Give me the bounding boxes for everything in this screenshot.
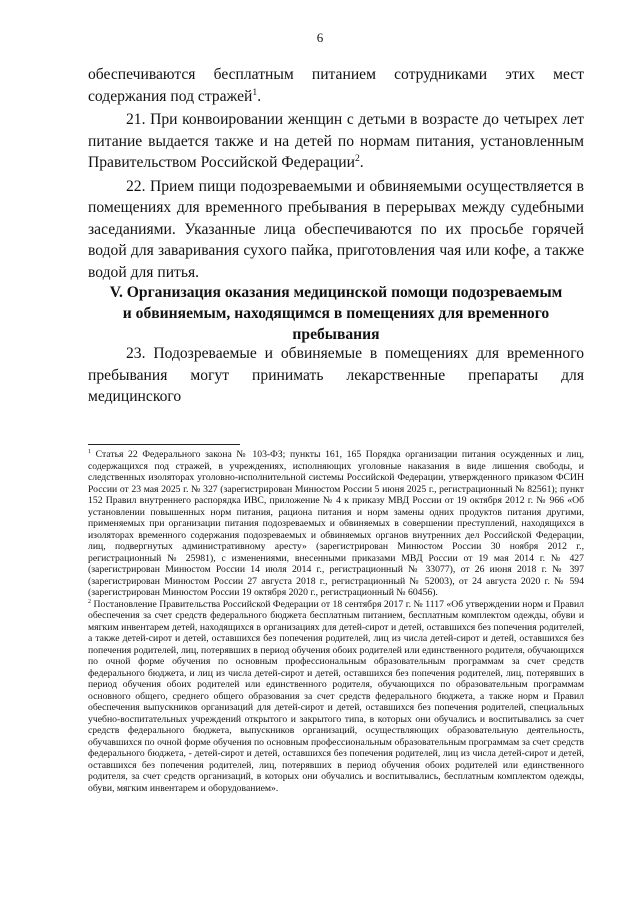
section-heading-line-1: V. Организация оказания медицинской помощи подозреваемым (109, 284, 563, 301)
footnote-2-mark: 2 (88, 598, 91, 605)
paragraph-21 (88, 109, 584, 174)
section-heading (88, 282, 584, 345)
paragraph-continuation-text: обеспечиваются бесплатным питанием сотрудниками этих мест содержания под стражей (88, 66, 584, 105)
footnote-ref-1[interactable]: 1 (252, 86, 258, 98)
footnote-divider (88, 444, 240, 445)
footnote-ref-2[interactable]: 2 (354, 152, 360, 164)
footnotes (88, 449, 584, 794)
page-number: 6 (316, 30, 324, 45)
footnote-2 (88, 599, 584, 795)
footnote-1 (88, 449, 584, 599)
paragraph-21-text: 21. При конвоировании женщин с детьми в возрасте до четырех лет питание выдается также и на детей по нормам питания, установленным Правительством Российской Федерации (88, 111, 584, 171)
paragraph-22: 22. Прием пищи подозреваемыми и обвиняемыми осуществляется в помещениях для временного пребывания в перерывах между судебными заседаниями. Указанные лица обеспечиваются по их просьбе горячей водой для заваривания сухого пайка, приготовления чая или кофе, а также водой для питья. (88, 177, 584, 281)
footnote-1-text: Статья 22 Федерального закона № 103-ФЗ; пункты 161, 165 Порядка организации питания осужденных и лиц, содержащихся под стражей, в учреждениях, исполняющих уголовные наказания в виде лишения свободы, и следственных изоляторах уголовно-исполнительной системы Российской Федерации, утвержденного приказом ФСИН России от 23 мая 2025 г. № 327 (зарегистрирован Минюстом России 5 июня 2025 г., регистрационный № 82561); пункт 152 Правил внутреннего распорядка ИВС, приложение № 4 к приказу МВД России от 19 октября 2012 г. № 966 «Об установлении повышенных норм питания, рациона питания и норм замены одних продуктов питания другими, применяемых при организации питания подозреваемых и обвиняемых в совершении преступлений, находящихся в изоляторах временного содержания подозреваемых и обвиняемых органов внутренних дел Российской Федерации, лиц, подвергнутых административному аресту» (зарегистрирован Минюстом России 30 ноября 2012 г., регистрационный № 25981), с изменениями, внесенными приказами МВД России от 19 мая 2014 г. № 427 (зарегистрирован Минюстом России 14 июля 2014 г., регистрационный № 33077), от 26 июня 2018 г. № 397 (зарегистрирован Минюстом России 27 августа 2018 г., регистрационный № 52003), от 24 августа 2020 г. № 594 (зарегистрирован Минюстом России 19 октября 2020 г., регистрационный № 60456). (88, 449, 584, 598)
paragraph-23: 23. Подозреваемые и обвиняемые в помещениях для временного пребывания могут принимать лекарственные препараты для медицинского (88, 345, 584, 405)
paragraph-21-tail: . (359, 154, 364, 171)
body-text (88, 64, 584, 283)
paragraph-continuation (88, 64, 584, 107)
footnote-2-text: Постановление Правительства Российской Федерации от 18 сентября 2017 г. № 1117 «Об утверждении норм и Правил обеспечения за счет средств федерального бюджета бесплатным питанием, бесплатным комплектом одежды, обуви и мягким инвентарем детей, находящихся в организациях для детей-сирот и детей, оставшихся без попечения родителей, а также детей-сирот и детей, оставшихся без попечения родителей, лиц из числа детей-сирот и детей, оставшихся без попечения родителей, лиц, потерявших в период обучения обоих родителей или единственного родителя, обучающихся по очной форме обучения по основным профессиональным образовательным программам за счет средств федерального бюджета, и лиц из числа детей-сирот и детей, оставшихся без попечения родителей, лиц, потерявших в период обучения обоих родителей или единственного родителя, обучающихся по образовательным программам основного общего, среднего общего образования за счет средств федерального бюджета, а также норм и Правил обеспечения выпускников организаций для детей-сирот и детей, оставшихся без попечения родителей, специальных учебно-воспитательных учреждений открытого и закрытого типа, в которых они обучались и воспитывались за счет средств федерального бюджета, выпускников организаций, осуществляющих образовательную деятельность, обучавшихся по очной форме обучения по основным профессиональным образовательным программам за счет средств федерального бюджета, - детей-сирот и детей, оставшихся без попечения родителей, лиц из числа детей-сирот и детей, оставшихся без попечения родителей, лиц, потерявших в период обучения обоих родителей или единственного родителя, за счет средств организаций, в которых они обучались и воспитывались, бесплатным комплектом одежды, обуви, мягким инвентарем и оборудованием». (88, 598, 585, 794)
paragraph-continuation-tail: . (257, 87, 262, 105)
section-heading-line-2: и обвиняемым, находящимся в помещениях для временного пребывания (122, 305, 550, 343)
footnote-1-mark: 1 (88, 448, 91, 455)
